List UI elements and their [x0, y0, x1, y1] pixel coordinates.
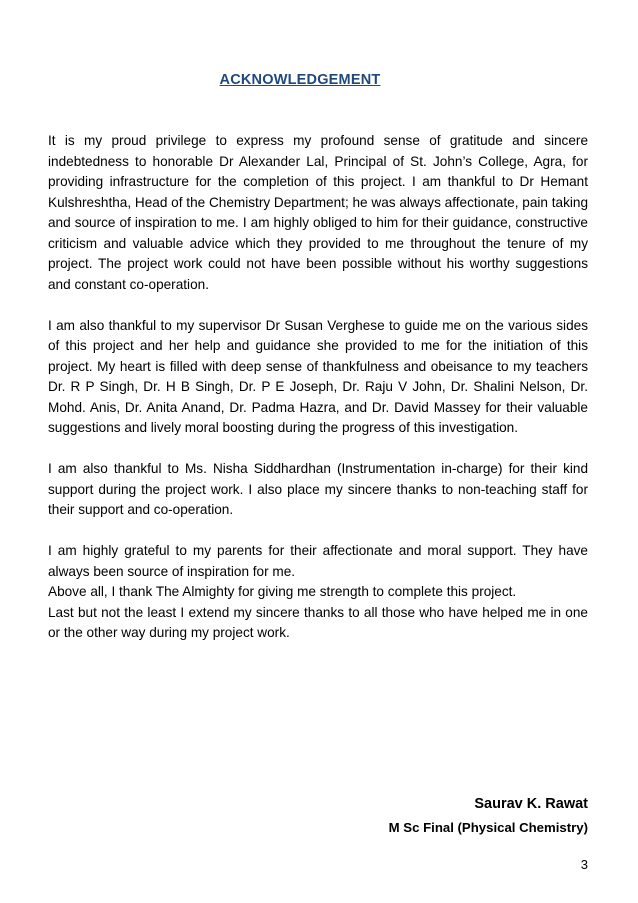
signature-name: Saurav K. Rawat [474, 796, 588, 812]
paragraph-3: I am also thankful to Ms. Nisha Siddhardhan (Instrumentation in-charge) for their kind support during the project work. I also place my sincere thanks to non-teaching staff for their support and co-operation. [48, 461, 588, 517]
signature-role: M Sc Final (Physical Chemistry) [388, 820, 588, 835]
paragraph-1: It is my proud privilege to express my profound sense of gratitude and sincere indebtedness to honorable Dr Alexander Lal, Principal of St. John’s College, Agra, for providing infrastructure for the completion of this project. I am thankful to Dr Hemant Kulshreshtha, Head of the Chemistry Department; he was always affectionate, pain taking and source of inspiration to me. I am highly obliged to him for their guidance, constructive criticism and valuable advice which they provided to me throughout the tenure of my project. The project work could not have been possible without his worthy suggestions and constant co-operation. [48, 133, 589, 292]
page-number: 3 [580, 857, 588, 872]
paragraph-2: I am also thankful to my supervisor Dr Susan Verghese to guide me on the various sides of this project and her help and guidance she provided to me for the initiation of this project. My heart is filled with deep sense of thankfulness and obeisance to my teachers Dr. R P Singh, Dr. H B Singh, Dr. P E Joseph, Dr. Raju V John, Dr. Shalini Nelson, Dr. Mohd. Anis, Dr. Anita Anand, Dr. Padma Hazra, and Dr. David Massey for their valuable suggestions and lively moral boosting during the progress of this investigation. [48, 317, 588, 435]
paragraph-gap [48, 521, 588, 542]
paragraph-5: Above all, I thank The Almighty for giving me strength to complete this project. [48, 584, 517, 599]
paragraph-6: Last but not the least I extend my sincere thanks to all those who have helped me in one or the other way during my project work. [48, 604, 588, 640]
paragraph-gap [48, 295, 588, 316]
paragraph-gap [48, 439, 588, 460]
acknowledgement-body [48, 131, 588, 644]
page-title: ACKNOWLEDGEMENT [219, 72, 381, 88]
paragraph-4: I am highly grateful to my parents for their affectionate and moral support. They have always been source of inspiration for me. [48, 543, 588, 579]
